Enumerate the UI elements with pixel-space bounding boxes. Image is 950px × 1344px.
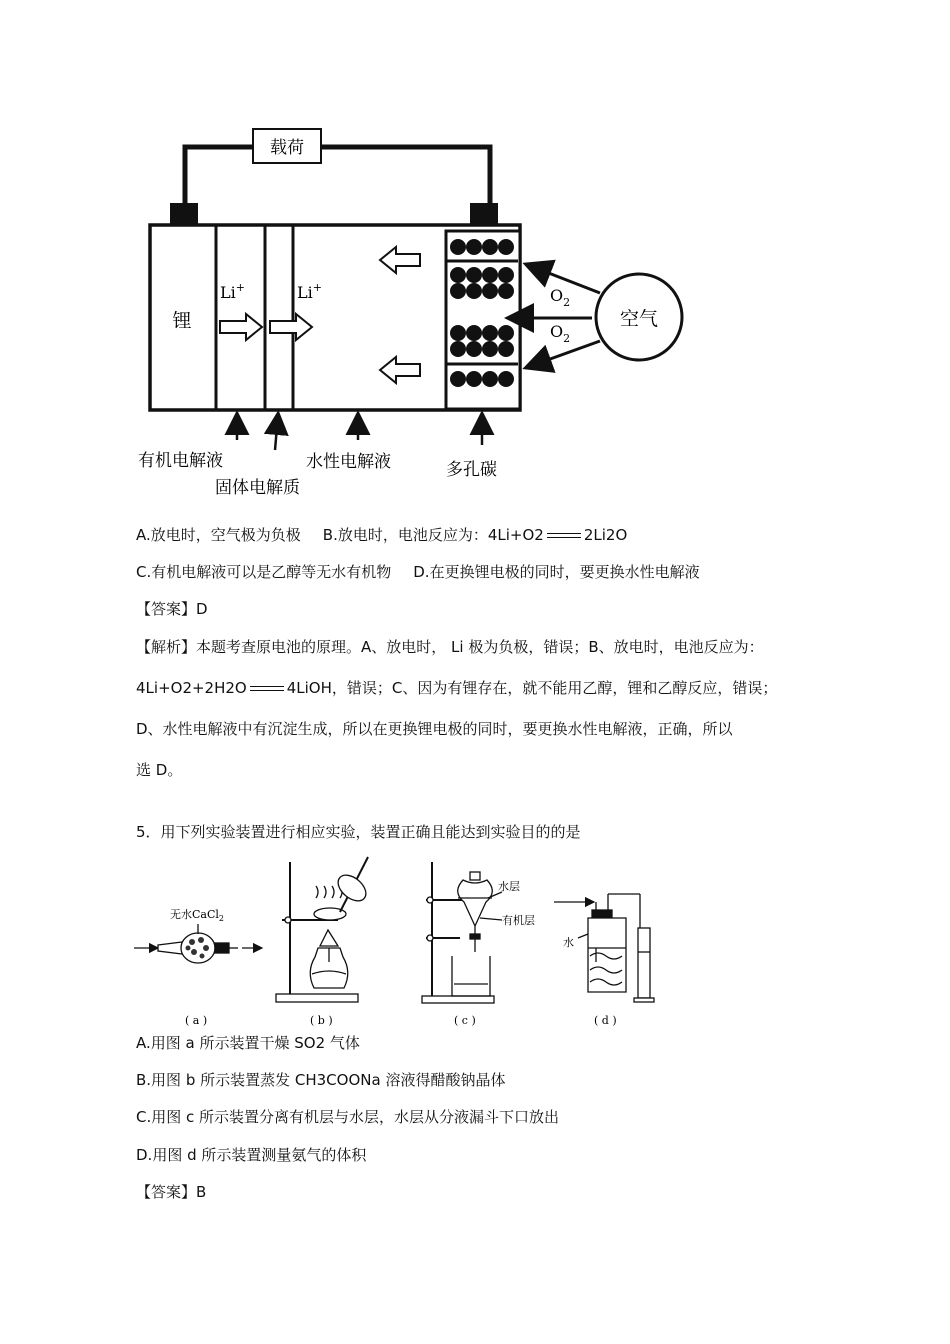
q4-analysis-line-1: 【解析】本题考查原电池的原理。A、放电时， Li 极为负极，错误；B、放电时，电池反应为： — [136, 638, 764, 656]
load-label: 载荷 — [270, 138, 304, 158]
li-ion-arrow-2 — [270, 314, 312, 340]
hydroxide-arrow-upper — [380, 247, 420, 273]
q4-answer: 【答案】D — [136, 600, 208, 618]
organic-electrolyte-label: 有机电解液 — [138, 451, 223, 471]
lithium-label: 锂 — [172, 310, 192, 332]
figure-a-drying-tube — [134, 924, 262, 963]
organic-layer-label: 有机层 — [502, 914, 535, 927]
q5-option-c: C.用图 c 所示装置分离有机层与水层，水层从分液漏斗下口放出 — [136, 1108, 560, 1126]
caption-d: ( d ) — [594, 1014, 617, 1027]
svg-text:O2: $O_2$ — [550, 286, 571, 309]
li-ion-label-2: Li — [297, 283, 313, 302]
q4-options-ab — [136, 525, 627, 545]
svg-text:Li+: Li+ — [297, 281, 322, 302]
o2-label-upper: O — [550, 286, 564, 305]
cacl2-label: 无水CaCl — [170, 908, 219, 921]
q4-option-b: B.放电时，电池反应为：4Li+O2 2Li2O — [322, 526, 628, 544]
oxygen-arrows — [510, 265, 600, 367]
water-label: 水 — [563, 936, 574, 949]
lab-apparatus-figure — [130, 852, 670, 1030]
figure-b-evaporation — [276, 857, 371, 1002]
q4-option-c: C.有机电解液可以是乙醇等无水有机物 — [136, 563, 392, 581]
caption-b: ( b ) — [310, 1014, 333, 1027]
negative-terminal — [170, 203, 198, 225]
q5-option-a: A.用图 a 所示装置干燥 SO2 气体 — [136, 1034, 360, 1052]
caption-a: ( a ) — [185, 1014, 208, 1027]
air-label: 空气 — [619, 308, 659, 330]
aqueous-electrolyte-label: 水性电解液 — [306, 452, 391, 472]
q4-analysis-line-4: 选 D。 — [136, 761, 183, 779]
svg-text:Li+: Li+ — [220, 281, 245, 302]
li-ion-label-1: Li — [220, 283, 236, 302]
caption-c: ( c ) — [454, 1014, 476, 1027]
q5-option-b: B.用图 b 所示装置蒸发 CH3COONa 溶液得醋酸钠晶体 — [136, 1071, 506, 1089]
porous-carbon-label: 多孔碳 — [446, 460, 497, 480]
svg-text:O2: $O_2$ — [550, 322, 571, 345]
li-air-battery-diagram — [130, 115, 690, 510]
solid-electrolyte-label: 固体电解质 — [215, 478, 300, 498]
o2-label-lower: O — [550, 322, 564, 341]
q4-analysis-line-3: D、水性电解液中有沉淀生成，所以在更换锂电极的同时，要更换水性电解液，正确，所以 — [136, 720, 733, 738]
part-pointer-arrows — [237, 415, 482, 450]
q4-analysis-line-2: 4Li+O2+2H2O 4LiOH，错误；C、因为有锂存在，就不能用乙醇，锂和乙醇反应，错误； — [136, 679, 778, 697]
water-layer-label: 水层 — [498, 880, 520, 893]
li-ion-arrow-1 — [220, 314, 262, 340]
q4-options-cd — [136, 562, 700, 582]
figure-c-separatory-funnel — [422, 862, 502, 1003]
hydroxide-arrow-lower — [380, 357, 420, 383]
q4-option-d: D.在更换锂电极的同时，要更换水性电解液 — [413, 563, 700, 581]
q5-answer: 【答案】B — [136, 1183, 207, 1201]
q5-stem: 5．用下列实验装置进行相应实验，装置正确且能达到实验目的的是 — [136, 823, 581, 841]
svg-text:无水CaCl2: 无水CaCl$_2$ — [170, 908, 225, 923]
q4-option-a: A.放电时，空气极为负极 — [136, 526, 301, 544]
external-circuit-wire — [185, 147, 490, 205]
q5-option-d: D.用图 d 所示装置测量氨气的体积 — [136, 1146, 367, 1164]
positive-terminal — [470, 203, 498, 225]
porous-carbon-electrode — [446, 231, 520, 409]
